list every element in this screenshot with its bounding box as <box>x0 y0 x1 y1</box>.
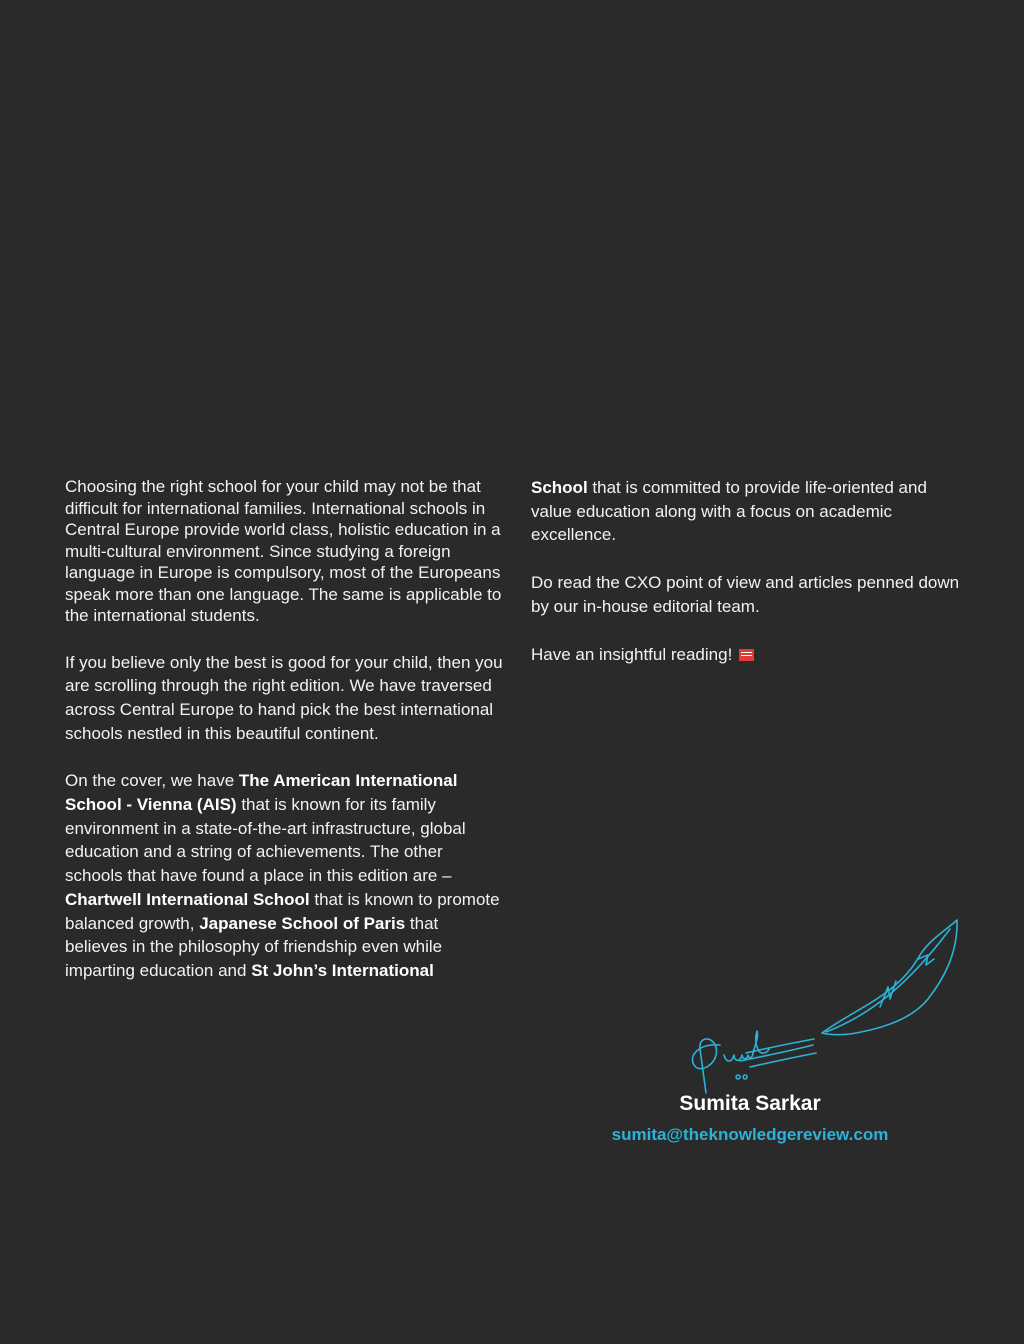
paragraph-cxo: Do read the CXO point of view and articles penned down by our in-house editorial team. <box>531 573 960 616</box>
paragraph-continued <box>531 476 971 547</box>
school-name-japanese-school-paris: Japanese School of Paris <box>199 913 406 933</box>
school-name-chartwell: Chartwell International School <box>65 889 310 909</box>
signature-quill-icon <box>680 915 970 1095</box>
school-name-ais: The American International School - Vienna (AIS) <box>65 771 458 815</box>
text-run: that is known to promote balanced growth, <box>65 889 500 933</box>
paragraph-closing <box>531 643 971 667</box>
school-word: School <box>531 478 588 497</box>
text-run: that is known for its family environment in a state-of-the-art infrastructure, global education and a string of achievements. The other schools that have found a place in this edition are – <box>65 795 466 886</box>
closing-text: Have an insightful reading! <box>531 644 738 664</box>
right-column <box>531 476 971 690</box>
paragraph-intro: Choosing the right school for your child may not be that difficult for international families. International schools in Central Europe provide world class, holistic education in a multi-cultural environment. Since studying a foreign language in Europe is compulsory, most of the Europeans speak more than one language. The same is applicable to the international students. <box>65 477 502 625</box>
author-name: Sumita Sarkar <box>679 1092 821 1115</box>
text-run: that believes in the philosophy of friendship even while imparting education and <box>65 913 443 980</box>
text-run: that is committed to provide life-oriented and value education along with a focus on academic excellence. <box>531 478 927 545</box>
school-name-st-johns: St John’s International <box>251 960 434 980</box>
left-column <box>65 476 505 1007</box>
paragraph-edition: If you believe only the best is good for your child, then you are scrolling through the right edition. We have traversed across Central Europe to hand pick the best international schools nestled in this beautiful continent. <box>65 652 503 743</box>
text-run: On the cover, we have <box>65 771 239 791</box>
paragraph-cover <box>65 769 505 982</box>
author-email-link[interactable]: sumita@theknowledgereview.com <box>611 1125 889 1144</box>
tkr-logo-icon <box>739 649 754 661</box>
